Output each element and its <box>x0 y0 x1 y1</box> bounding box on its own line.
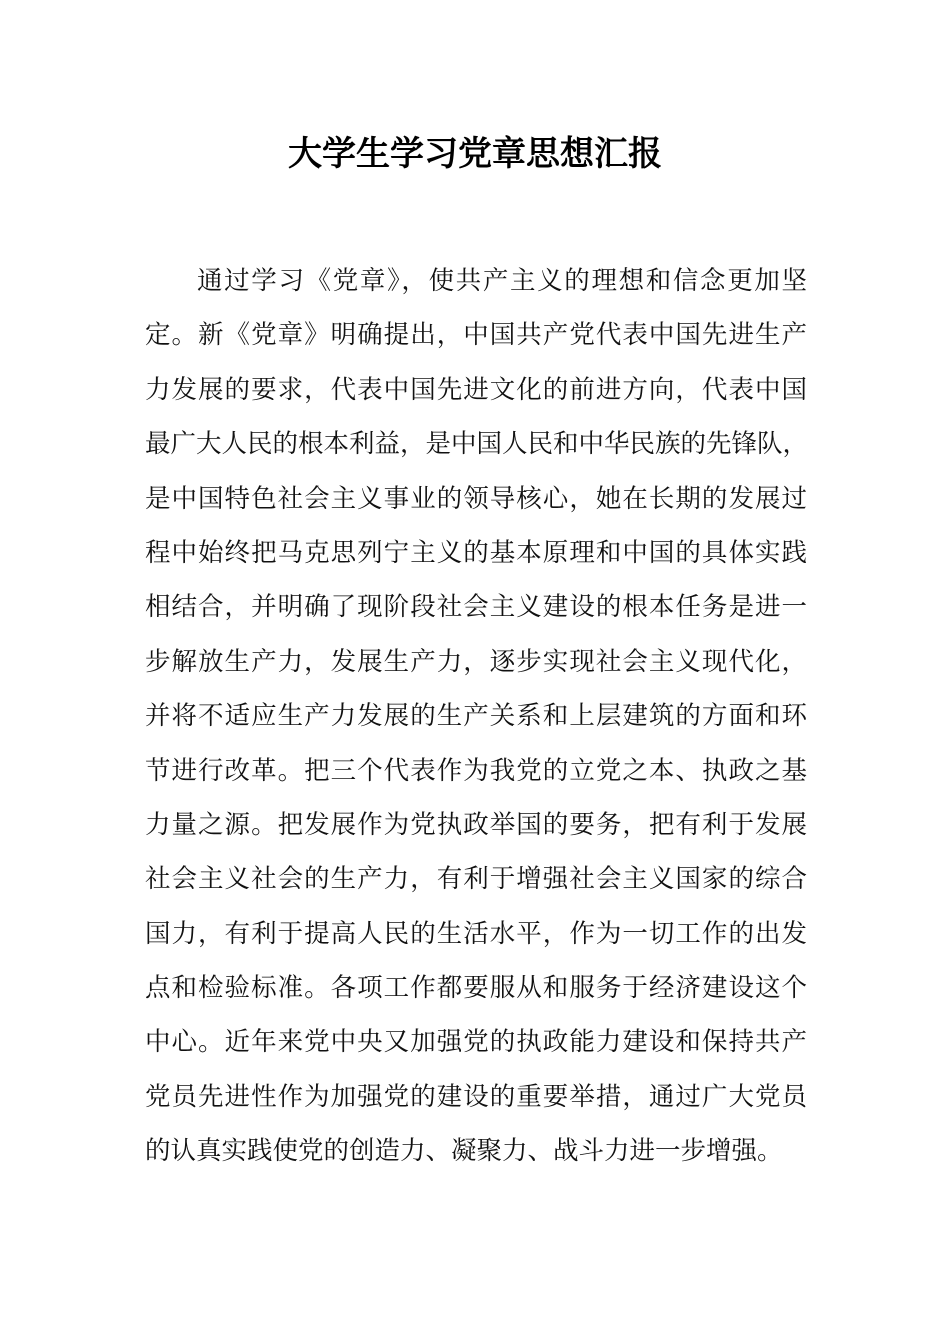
body-line: 力发展的要求，代表中国先进文化的前进方向，代表中国 <box>145 374 807 405</box>
body-line: 党员先进性作为加强党的建设的重要举措，通过广大党员 <box>145 1081 807 1112</box>
body-line: 定。新《党章》明确提出，中国共产党代表中国先进生产 <box>145 320 807 351</box>
body-line: 节进行改革。把三个代表作为我党的立党之本、执政之基 <box>145 755 807 786</box>
document-body <box>145 258 807 1183</box>
body-line: 程中始终把马克思列宁主义的基本原理和中国的具体实践 <box>145 537 807 568</box>
body-line: 是中国特色社会主义事业的领导核心，她在长期的发展过 <box>145 483 807 514</box>
body-line: 社会主义社会的生产力，有利于增强社会主义国家的综合 <box>145 864 807 895</box>
body-line: 步解放生产力，发展生产力，逐步实现社会主义现代化， <box>145 646 807 677</box>
body-line: 通过学习《党章》，使共产主义的理想和信念更加坚 <box>197 266 807 296</box>
body-line: 中心。近年来党中央又加强党的执政能力建设和保持共产 <box>145 1027 807 1058</box>
body-line: 国力，有利于提高人民的生活水平，作为一切工作的出发 <box>145 918 807 949</box>
body-line: 最广大人民的根本利益，是中国人民和中华民族的先锋队， <box>145 429 809 460</box>
body-line: 并将不适应生产力发展的生产关系和上层建筑的方面和环 <box>145 701 807 732</box>
body-line: 力量之源。把发展作为党执政举国的要务，把有利于发展 <box>145 809 807 840</box>
document-title: 大学生学习党章思想汇报 <box>288 134 662 174</box>
body-line: 点和检验标准。各项工作都要服从和服务于经济建设这个 <box>145 973 807 1004</box>
body-line: 相结合，并明确了现阶段社会主义建设的根本任务是进一 <box>145 592 807 623</box>
body-line: 的认真实践使党的创造力、凝聚力、战斗力进一步增强。 <box>145 1136 783 1167</box>
